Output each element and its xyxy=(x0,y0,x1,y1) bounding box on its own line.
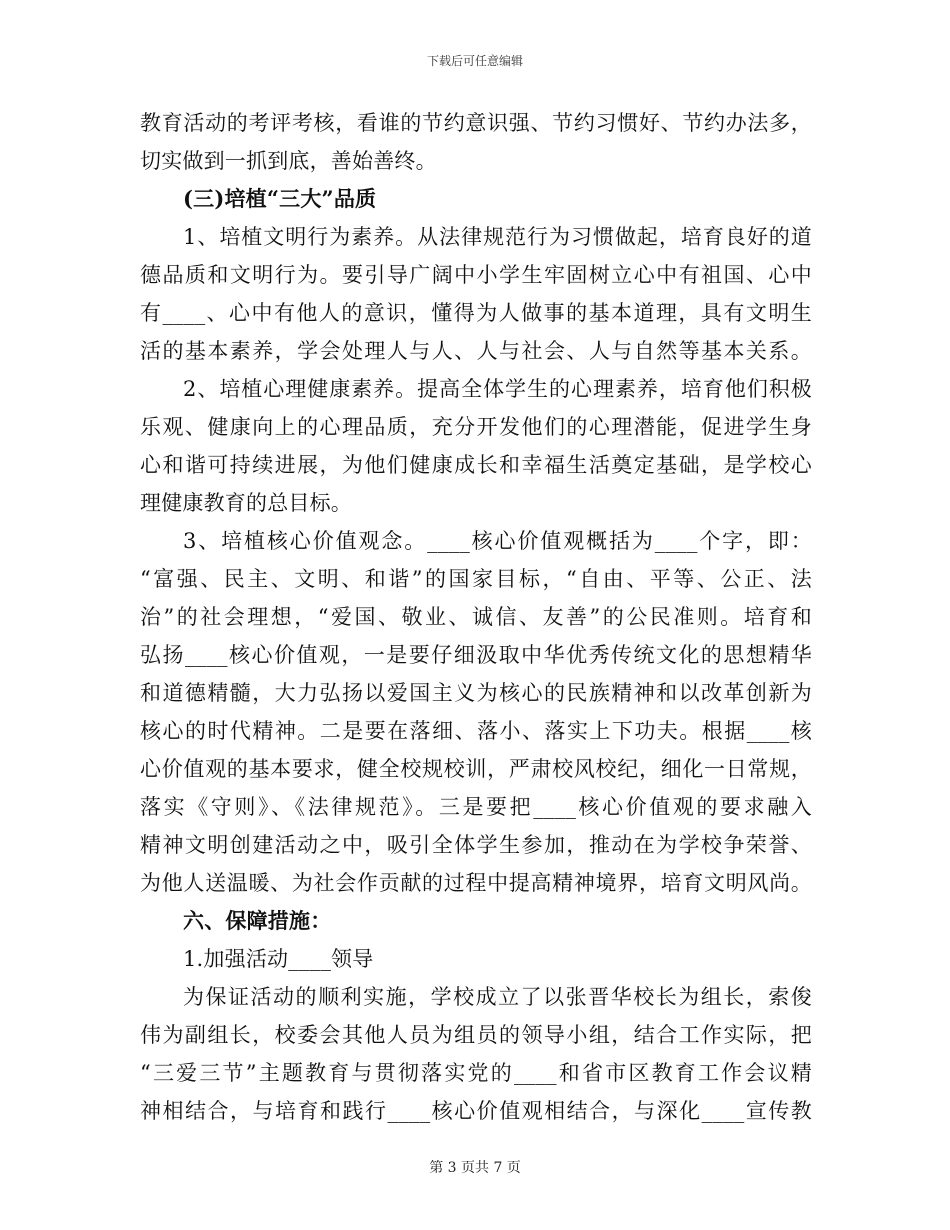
text-line: 落实《守则》、《法律规范》。三是要把____核心价值观的要求融入 xyxy=(140,795,812,819)
text-line: 精神文明创建活动之中，吸引全体学生参加，推动在为学校争荣誉、 xyxy=(140,833,812,857)
text-line: 乐观、健康向上的心理品质，充分开发他们的心理潜能，促进学生身 xyxy=(140,415,812,439)
text-line: 治”的社会理想，“爱国、敬业、诚信、友善”的公民准则。培育和 xyxy=(140,605,812,629)
text-line: 有____、心中有他人的意识，懂得为人做事的基本道理，具有文明生 xyxy=(140,301,812,325)
text-line: 核心的时代精神。二是要在落细、落小、落实上下功夫。根据____核 xyxy=(140,719,812,743)
text-line: 为保证活动的顺利实施，学校成立了以张晋华校长为组长，索俊 xyxy=(183,985,812,1009)
text-line: 心和谐可持续进展，为他们健康成长和幸福生活奠定基础，是学校心 xyxy=(140,453,812,477)
text-line: 2、培植心理健康素养。提高全体学生的心理素养，培育他们积极 xyxy=(183,377,812,401)
text-line: 弘扬____核心价值观，一是要仔细汲取中华优秀传统文化的思想精华 xyxy=(140,643,812,667)
text-line: 1.加强活动____领导 xyxy=(183,947,374,971)
section-heading: 六、保障措施： xyxy=(183,908,332,933)
text-line: “三爱三节”主题教育与贯彻落实党的____和省市区教育工作会议精 xyxy=(140,1061,812,1085)
text-line: 为他人送温暖、为社会作贡献的过程中提高精神境界，培育文明风尚。 xyxy=(140,871,812,895)
text-line: 活的基本素养，学会处理人与人、人与社会、人与自然等基本关系。 xyxy=(140,339,812,363)
text-line: 德品质和文明行为。要引导广阔中小学生牢固树立心中有祖国、心中 xyxy=(140,263,812,287)
text-line: 教育活动的考评考核，看谁的节约意识强、节约习惯好、节约办法多， xyxy=(140,111,812,135)
page-header: 下载后可任意编辑 xyxy=(426,54,523,68)
text-line: 和道德精髓，大力弘扬以爱国主义为核心的民族精神和以改革创新为 xyxy=(140,681,812,705)
document-body xyxy=(140,104,812,1130)
page-footer: 第 3 页共 7 页 xyxy=(429,1160,521,1176)
section-heading: (三)培植“三大”品质 xyxy=(183,186,377,211)
text-line: 神相结合，与培育和践行____核心价值观相结合，与深化____宣传教 xyxy=(140,1099,812,1123)
text-line: 1、培植文明行为素养。从法律规范行为习惯做起，培育良好的道 xyxy=(183,225,812,249)
text-line: 伟为副组长，校委会其他人员为组员的领导小组，结合工作实际，把 xyxy=(140,1023,812,1047)
text-line: 心价值观的基本要求，健全校规校训，严肃校风校纪，细化一日常规， xyxy=(140,757,812,781)
text-line: 切实做到一抓到底，善始善终。 xyxy=(140,149,437,173)
text-line: “富强、民主、文明、和谐”的国家目标，“自由、平等、公正、法 xyxy=(140,567,812,591)
text-line: 3、培植核心价值观念。____核心价值观概括为____个字，即： xyxy=(183,529,812,553)
text-line: 理健康教育的总目标。 xyxy=(140,491,352,515)
